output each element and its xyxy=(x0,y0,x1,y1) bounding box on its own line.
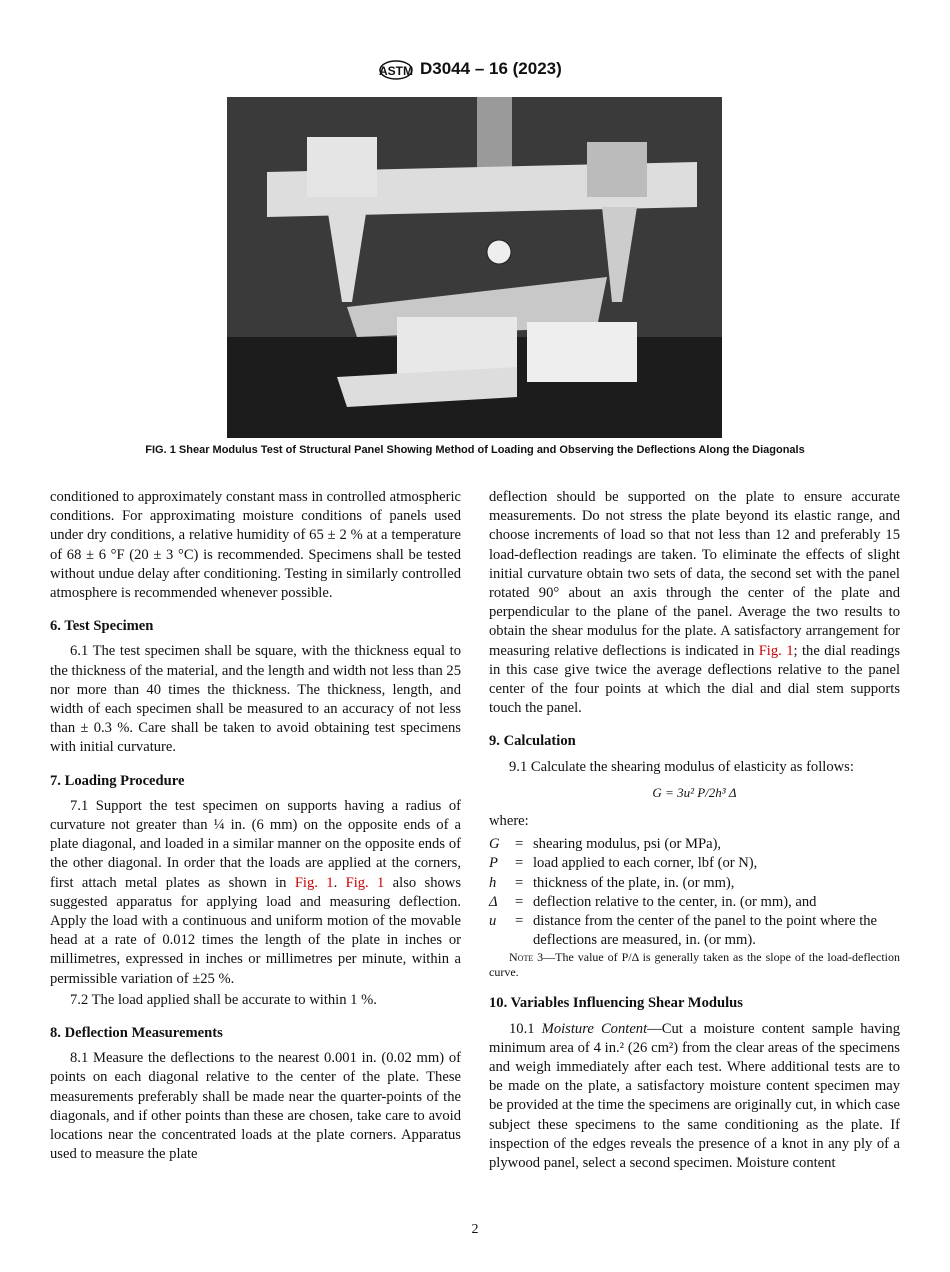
equals: = xyxy=(515,893,524,910)
note-label: Note 3 xyxy=(509,950,544,965)
paragraph xyxy=(50,797,461,989)
text: —Cut a moisture content sample having minimum area of 4 in.² (26 cm²) from the clear areas of the specimens and weigh immediately after each test. Where additional tests are to be made on the plate, a satisfactory moisture content specimen may be provided at the time the specimens are originally cut, in which case subject these specimens to the same conditioning as the plate. If inspection of the edges reveals the presence of a knot in any ply of a plywood panel, select a second specimen. Moisture content xyxy=(489,1020,901,1172)
section-heading: 10. Variables Influencing Shear Modulus xyxy=(489,995,743,1012)
text: ; the dial readings in this case give twice the average deflections relative to the panel center of the four points at which the dial and dial stem supports touch the panel. xyxy=(489,642,901,717)
text: . xyxy=(333,874,346,891)
fig-1-link[interactable]: Fig. 1 xyxy=(758,642,794,659)
description: thickness of the plate, in. (or mm), xyxy=(533,874,735,891)
definition xyxy=(489,893,900,912)
section-heading: 9. Calculation xyxy=(489,733,576,750)
equals: = xyxy=(515,913,524,930)
figure-1-photo xyxy=(227,97,722,438)
definition xyxy=(489,912,900,950)
paragraph xyxy=(489,488,900,718)
symbol: G xyxy=(489,836,500,853)
svg-text:ASTM: ASTM xyxy=(379,64,413,78)
page-number: 2 xyxy=(471,1222,479,1237)
equals: = xyxy=(515,874,524,891)
fig-1-link[interactable]: Fig. 1 xyxy=(345,874,385,891)
paragraph xyxy=(489,1020,900,1174)
section-heading: 8. Deflection Measurements xyxy=(50,1025,223,1042)
astm-logo-icon xyxy=(378,56,414,82)
definition xyxy=(489,874,900,893)
paragraph: conditioned to approximately constant mass in controlled atmospheric conditions. For approximating moisture conditions of panels used under dry conditions, a relative humidity of 65 ± 2 % at a temperature of 68 ± 6 °F (20 ± 3 °C) is recommended. Specimens shall be tested without undue delay after conditioning. Testing in similarly controlled atmosphere is recommended whenever possible. xyxy=(50,489,461,602)
symbol: P xyxy=(489,855,498,872)
text: also shows suggested apparatus for applying load and measuring deflection. Apply the load with a continuous and uniform motion of the movable head at a rate of 0.012 times the length of the plate in inches or millimetres, expressed in inches or millimetres per minute, within a permissible variation of ±25 %. xyxy=(50,874,462,987)
figure-caption: FIG. 1 Shear Modulus Test of Structural Panel Showing Method of Loading and Observing the Deflections Along the Diagonals xyxy=(145,444,805,456)
description: distance from the center of the panel to the point where the deflections are measured, in. (or mm). xyxy=(533,913,878,949)
definitions-list xyxy=(489,835,900,950)
paragraph: 8.1 Measure the deflections to the nearest 0.001 in. (0.02 mm) of points on each diagonal relative to the center of the plate. These measurements preferably shall be made near the quarter-points of the diagonals, and if other points than these are chosen, take care to avoid locations near the concentrated loads at the plate corners. Apparatus used to measure the plate xyxy=(50,1050,461,1163)
symbol: h xyxy=(489,874,497,891)
where-label: where: xyxy=(489,813,529,830)
text: 7.1 Support the test specimen on supports having a radius of curvature not greater than ¼ in. (6 mm) on the opposite ends of a plate diagonal, and loaded in a similar manner on the opposite ends of the other diagonal. In order that the loads are applied at the corners, first attach metal plates as shown in xyxy=(50,797,461,891)
equals: = xyxy=(515,855,524,872)
symbol: Δ xyxy=(489,893,498,910)
section-heading: 7. Loading Procedure xyxy=(50,772,185,789)
header xyxy=(378,56,562,82)
description: load applied to each corner, lbf (or N), xyxy=(533,855,758,872)
definition xyxy=(489,835,900,854)
paragraph: 6.1 The test specimen shall be square, with the thickness equal to the thickness of the material, and the length and width not less than 25 nor more than 40 times the thickness. The thickness, length, and width of each specimen shall be measured to an accuracy of not less than ± 0.3 %. Care shall be taken to avoid obtaining test specimens with initial curvature. xyxy=(50,643,461,756)
equation: G = 3u² P/2h³ Δ xyxy=(652,784,737,800)
subsection-title: Moisture Content xyxy=(541,1020,648,1037)
description: deflection relative to the center, in. (or mm), and xyxy=(533,893,817,910)
definition xyxy=(489,854,900,873)
description: shearing modulus, psi (or MPa), xyxy=(533,836,722,853)
right-column xyxy=(489,488,900,1173)
section-heading: 6. Test Specimen xyxy=(50,618,154,635)
paragraph: 7.2 The load applied shall be accurate to within 1 %. xyxy=(70,991,377,1008)
left-column xyxy=(50,488,461,1165)
note-text: —The value of P/Δ is generally taken as the slope of the load-deflection curve. xyxy=(489,950,901,980)
paragraph: 9.1 Calculate the shearing modulus of elasticity as follows: xyxy=(509,758,854,775)
fig-1-link[interactable]: Fig. 1 xyxy=(294,874,334,891)
equals: = xyxy=(515,836,524,853)
text: deflection should be supported on the plate to ensure accurate measurements. Do not stress the plate beyond its elastic range, and choose increments of load so that not less than 12 and preferably 15 load-deflection readings are taken. To eliminate the effects of slight initial curvature obtain two sets of data, the second set with the panel rotated 90° about an axis through the center of the plate and perpendicular to the plane of the panel. Average the two results to obtain the shear modulus for the plate. A satisfactory arrangement for measuring relative deflections is indicated in xyxy=(489,489,900,659)
note-3 xyxy=(489,950,900,980)
symbol: u xyxy=(489,913,497,930)
standard-designation: D3044 – 16 (2023) xyxy=(420,59,562,78)
text: 10.1 xyxy=(509,1020,542,1037)
